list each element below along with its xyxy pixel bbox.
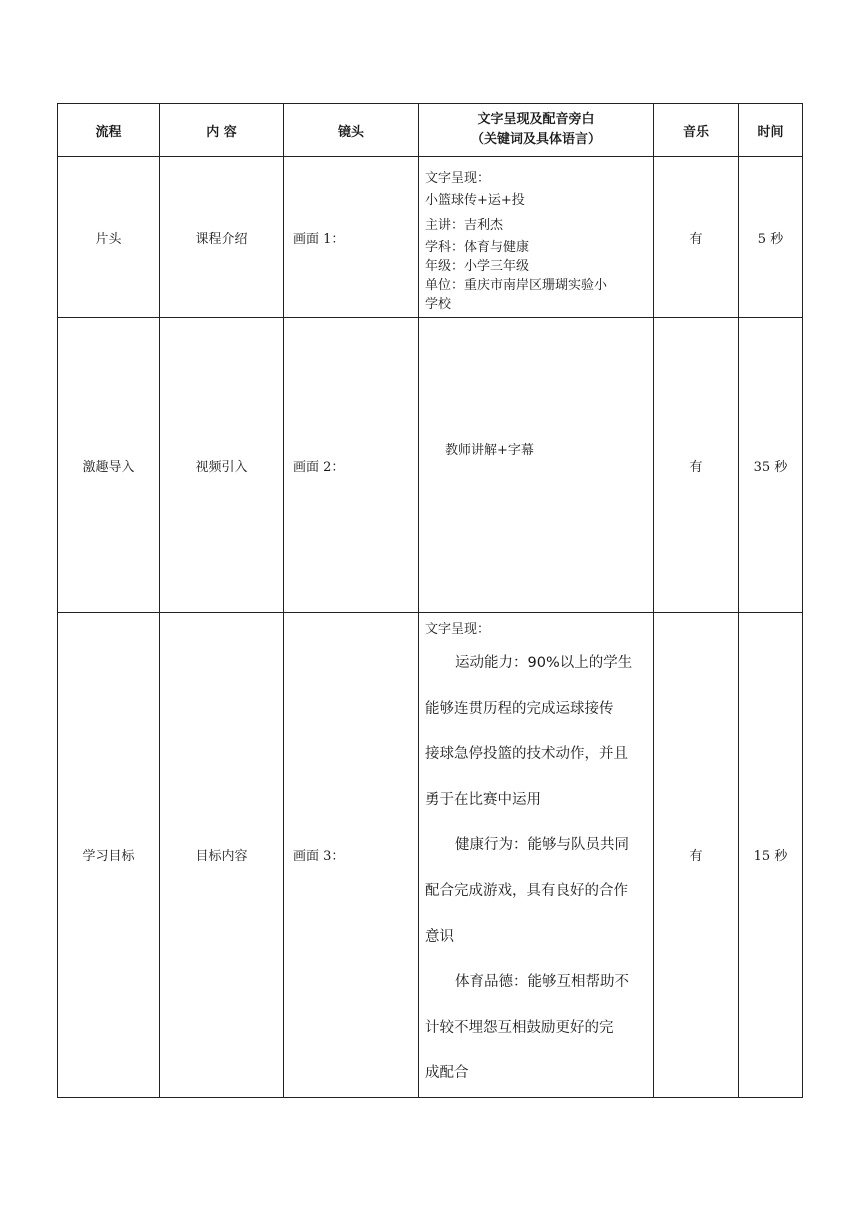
text-line: 能够连贯历程的完成运球接传	[425, 700, 614, 717]
music-cell: 有	[654, 318, 739, 613]
header-content: 内 容	[160, 104, 284, 157]
time-cell: 15 秒	[739, 613, 803, 1098]
table-row	[58, 613, 803, 1098]
header-text-line1: 文字呈现及配音旁白	[477, 112, 595, 127]
header-text	[419, 104, 654, 157]
text-line: 健康行为：能够与队员共同	[455, 837, 629, 854]
table-row	[58, 318, 803, 613]
music-cell: 有	[654, 613, 739, 1098]
time-cell: 5 秒	[739, 157, 803, 318]
text-line: 小篮球传+运+投	[425, 193, 525, 208]
text-label: 文字呈现：	[425, 622, 491, 637]
goal-lines	[425, 641, 647, 1097]
text-line: 体育品德：能够互相帮助不	[455, 974, 629, 991]
text-line: 配合完成游戏，具有良好的合作	[425, 882, 628, 899]
header-time: 时间	[739, 104, 803, 157]
content-cell: 视频引入	[160, 318, 284, 613]
text-line: 文字呈现：	[425, 171, 491, 186]
content-cell: 课程介绍	[160, 157, 284, 318]
text-line: 教师讲解+字幕	[445, 443, 534, 458]
text-line: 学科：体育与健康	[425, 240, 530, 255]
process-cell: 激趣导入	[58, 318, 160, 613]
text-line: 成配合	[425, 1065, 469, 1082]
text-line: 意识	[425, 928, 454, 945]
text-line: 学校	[425, 297, 452, 312]
text-line: 年级：小学三年级	[425, 259, 530, 274]
process-cell: 片头	[58, 157, 160, 318]
header-text-line2: （关键词及具体语言）	[470, 132, 601, 147]
text-line: 主讲：吉利杰	[425, 218, 504, 233]
text-line: 运动能力：90%以上的学生	[455, 655, 633, 671]
header-process: 流程	[58, 104, 160, 157]
process-cell: 学习目标	[58, 613, 160, 1098]
text-cell	[419, 613, 654, 1098]
script-table	[57, 103, 803, 1098]
music-cell: 有	[654, 157, 739, 318]
header-row	[58, 104, 803, 157]
header-music: 音乐	[654, 104, 739, 157]
content-cell: 目标内容	[160, 613, 284, 1098]
table-row	[58, 157, 803, 318]
text-line: 接球急停投篮的技术动作，并且	[425, 746, 628, 763]
header-shot: 镜头	[284, 104, 419, 157]
text-line: 单位：重庆市南岸区珊瑚实验小	[425, 278, 608, 293]
text-line: 勇于在比赛中运用	[425, 791, 541, 808]
time-cell: 35 秒	[739, 318, 803, 613]
text-cell	[419, 157, 654, 318]
shot-cell: 画面 2：	[284, 318, 419, 613]
text-line: 计较不埋怨互相鼓励更好的完	[425, 1019, 614, 1036]
shot-cell: 画面 3：	[284, 613, 419, 1098]
shot-cell: 画面 1：	[284, 157, 419, 318]
text-cell	[419, 318, 654, 613]
